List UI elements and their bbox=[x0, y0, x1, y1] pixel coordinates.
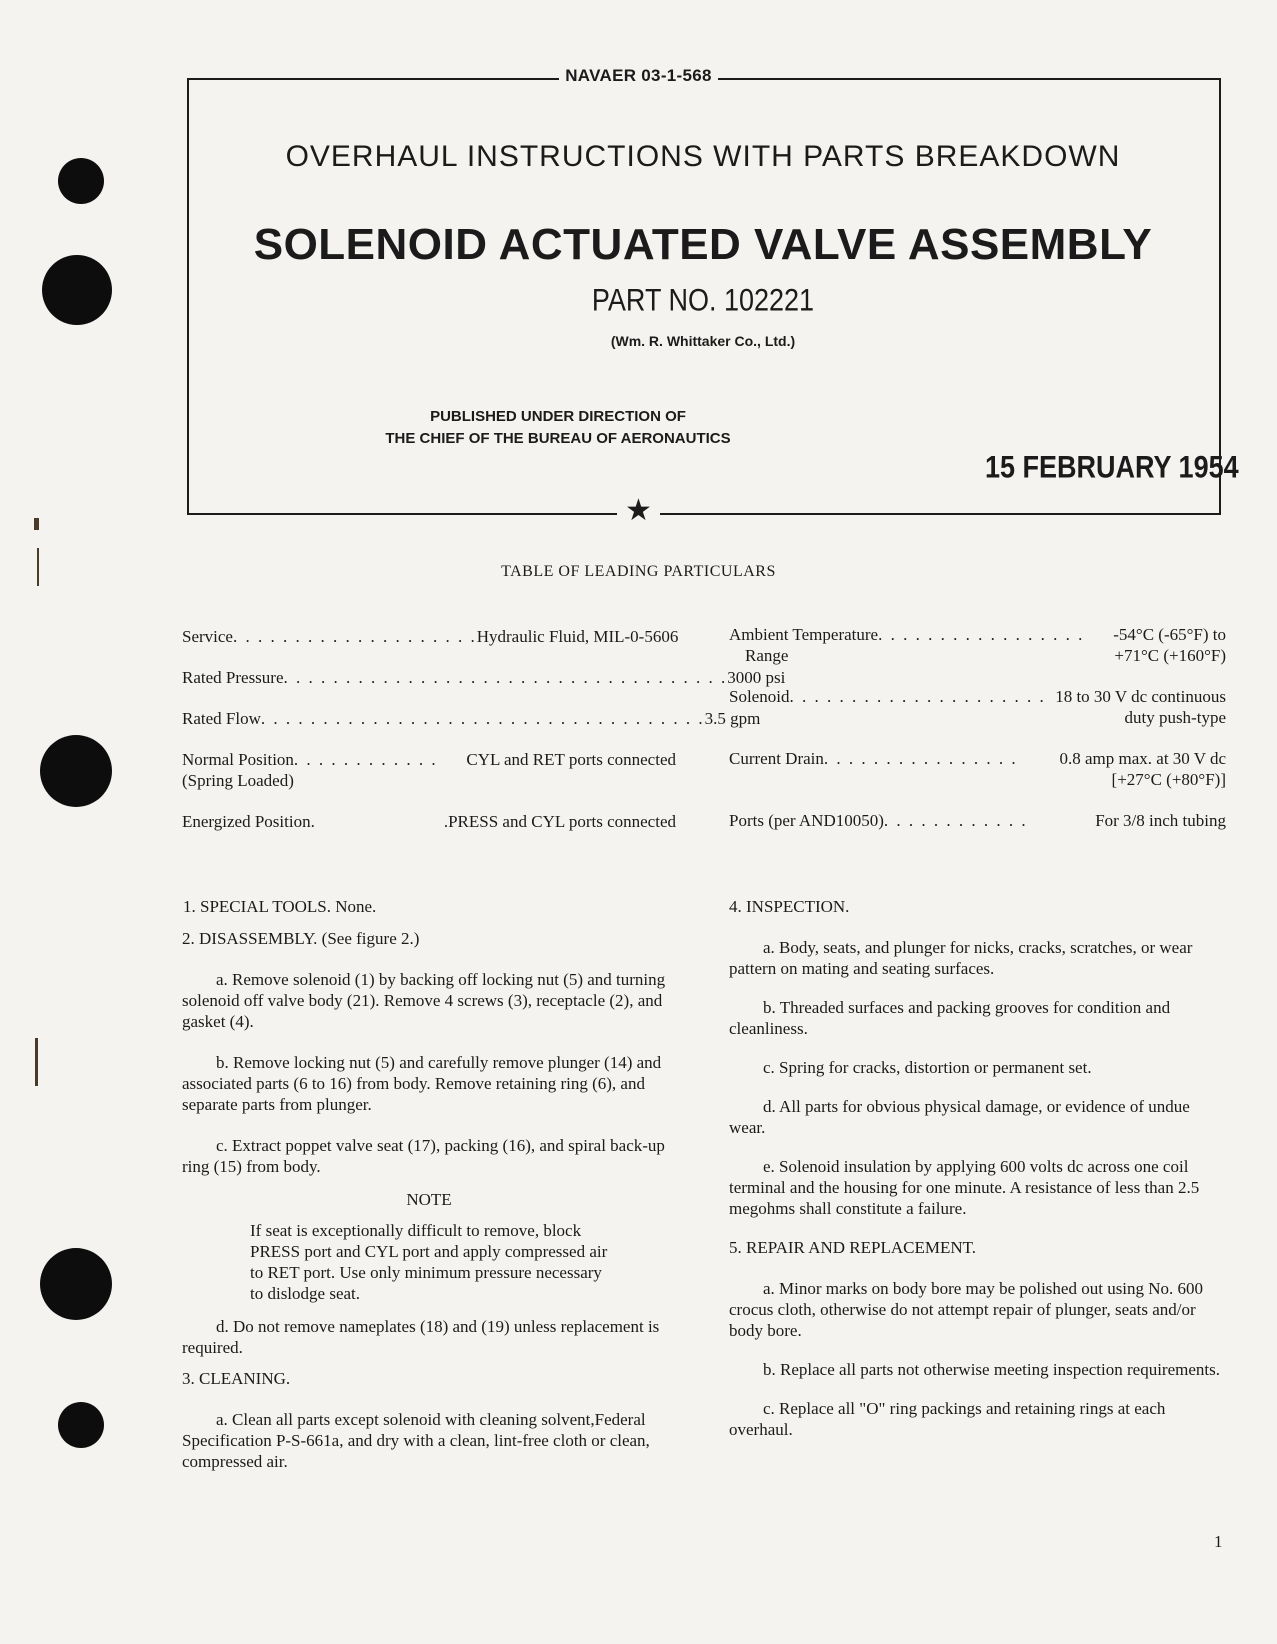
particular-rated-pressure: Rated Pressure . . . . . . . . . . . . . . . . . . . . . . . . . . . . . . . . . . . . 3000 psi bbox=[182, 668, 786, 687]
particular-label: Ambient Temperature bbox=[729, 625, 879, 644]
paragraph-4a: a. Body, seats, and plunger for nicks, cracks, scratches, or wear pattern on mating and seating surfaces. bbox=[729, 938, 1193, 978]
particular-label: Solenoid bbox=[729, 687, 790, 706]
publisher-line-2: THE CHIEF OF THE BUREAU OF AERONAUTICS bbox=[385, 430, 731, 447]
section-inspection: 4. INSPECTION. bbox=[729, 897, 850, 916]
body-left-column bbox=[182, 896, 676, 1472]
particular-solenoid: Solenoid . . . . . . . . . . . . . . . . . . . . . 18 to 30 V dc continuous duty push-type bbox=[729, 687, 1226, 727]
particular-value: 3000 psi bbox=[727, 668, 786, 687]
particular-ambient-temperature: Ambient Temperature . . . . . . . . . . . . . . . . . -54°C (-65°F) to Range +71°C (+160°F) bbox=[729, 625, 1226, 665]
particular-label: Current Drain bbox=[729, 749, 824, 768]
particular-value-cont: +71°C (+160°F) bbox=[1114, 646, 1226, 665]
paragraph-4b: b. Threaded surfaces and packing grooves for condition and cleanliness. bbox=[729, 998, 1171, 1038]
scan-mark bbox=[35, 1038, 38, 1086]
particular-value: 0.8 amp max. at 30 V dc bbox=[1059, 749, 1226, 768]
particular-label: Energized Position. bbox=[182, 812, 315, 831]
paragraph-5a: a. Minor marks on body bore may be polished out using No. 600 crocus cloth, otherwise do not attempt repair of plunger, seats and/or body bore. bbox=[729, 1279, 1204, 1340]
binder-hole-5 bbox=[58, 1402, 104, 1448]
particular-label: Rated Flow bbox=[182, 709, 261, 728]
part-number: PART NO. 102221 bbox=[591, 282, 815, 318]
paragraph-4e: e. Solenoid insulation by applying 600 volts dc across one coil terminal and the housing for one minute. A resistance of less than 2.5 megohms shall constitute a failure. bbox=[729, 1157, 1200, 1218]
particular-service: Service . . . . . . . . . . . . . . . . . . . . Hydraulic Fluid, MIL-0-5606 bbox=[182, 627, 679, 646]
paragraph-5b: b. Replace all parts not otherwise meeting inspection requirements. bbox=[763, 1360, 1220, 1379]
publication-date: 15 FEBRUARY 1954 bbox=[985, 449, 1239, 485]
particular-value: For 3/8 inch tubing bbox=[1095, 811, 1226, 830]
particular-ports: Ports (per AND10050) . . . . . . . . . . . . For 3/8 inch tubing bbox=[729, 811, 1226, 830]
binder-hole-3 bbox=[40, 735, 112, 807]
particular-value: CYL and RET ports connected bbox=[466, 750, 676, 769]
binder-hole-4 bbox=[40, 1248, 112, 1320]
particular-rated-flow: Rated Flow . . . . . . . . . . . . . . . . . . . . . . . . . . . . . . . . . . . . 3.5 gpm bbox=[182, 709, 761, 728]
note-text: If seat is exceptionally difficult to remove, block PRESS port and CYL port and apply compressed air to RET port. Use only minimum pressure necessary to dislodge seat. bbox=[250, 1221, 608, 1303]
binder-hole-1 bbox=[58, 158, 104, 204]
particular-label-cont: Range bbox=[745, 646, 789, 665]
particular-label: Service bbox=[182, 627, 233, 646]
particular-value: 18 to 30 V dc continuous bbox=[1055, 687, 1226, 706]
particular-label: Normal Position bbox=[182, 750, 294, 769]
paragraph-2d: d. Do not remove nameplates (18) and (19) unless replacement is required. bbox=[182, 1317, 660, 1357]
doc-overline: OVERHAUL INSTRUCTIONS WITH PARTS BREAKDOWN bbox=[285, 140, 1121, 173]
paragraph-4c: c. Spring for cracks, distortion or permanent set. bbox=[763, 1058, 1092, 1077]
star-icon: ★ bbox=[0, 496, 1277, 526]
particular-value-cont: duty push-type bbox=[1124, 708, 1226, 727]
section-repair-replacement: 5. REPAIR AND REPLACEMENT. bbox=[729, 1238, 976, 1257]
paragraph-5c: c. Replace all "O" ring packings and retaining rings at each overhaul. bbox=[729, 1399, 1166, 1439]
section-cleaning: 3. CLEANING. bbox=[182, 1369, 291, 1388]
manufacturer: (Wm. R. Whittaker Co., Ltd.) bbox=[610, 333, 796, 349]
particular-value: .PRESS and CYL ports connected bbox=[443, 812, 676, 831]
particular-value: -54°C (-65°F) to bbox=[1113, 625, 1226, 644]
paragraph-3a: a. Clean all parts except solenoid with cleaning solvent,Federal Specification P-S-661a, and dry with a clean, lint-free cloth or clean, compressed air. bbox=[182, 1410, 650, 1471]
particular-energized-position bbox=[182, 811, 676, 832]
publisher-line-1: PUBLISHED UNDER DIRECTION OF bbox=[430, 408, 686, 425]
note-heading: NOTE bbox=[406, 1190, 452, 1209]
doc-title: SOLENOID ACTUATED VALVE ASSEMBLY bbox=[253, 220, 1153, 269]
particular-value: Hydraulic Fluid, MIL-0-5606 bbox=[476, 627, 679, 646]
particular-label: Rated Pressure bbox=[182, 668, 284, 687]
paragraph-2a: a. Remove solenoid (1) by backing off locking nut (5) and turning solenoid off valve body (21). Remove 4 screws (3), receptacle (2), and gasket (4). bbox=[182, 970, 666, 1031]
particular-label: Ports (per AND10050) bbox=[729, 811, 884, 830]
section-disassembly: 2. DISASSEMBLY. (See figure 2.) bbox=[182, 929, 420, 948]
paragraph-2c: c. Extract poppet valve seat (17), packing (16), and spiral back-up ring (15) from body. bbox=[182, 1136, 665, 1176]
doc-number: NAVAER 03-1-568 bbox=[0, 66, 1277, 86]
section-special-tools: 1. SPECIAL TOOLS. None. bbox=[183, 897, 377, 916]
particular-normal-position: Normal Position . . . . . . . . . . . . CYL and RET ports connected (Spring Loaded) bbox=[182, 750, 676, 790]
leading-particulars-heading: TABLE OF LEADING PARTICULARS bbox=[501, 563, 776, 580]
particular-label-cont: (Spring Loaded) bbox=[182, 771, 294, 790]
particular-value: 3.5 gpm bbox=[704, 709, 761, 728]
paragraph-4d: d. All parts for obvious physical damage, or evidence of undue wear. bbox=[729, 1097, 1190, 1137]
particulars-right bbox=[729, 624, 1226, 831]
publisher bbox=[42, 406, 1074, 450]
binder-hole-2 bbox=[42, 255, 112, 325]
particular-current-drain: Current Drain . . . . . . . . . . . . . . . . 0.8 amp max. at 30 V dc [+27°C (+80°F)] bbox=[729, 749, 1226, 789]
particular-value-cont: [+27°C (+80°F)] bbox=[1111, 770, 1226, 789]
paragraph-2b: b. Remove locking nut (5) and carefully remove plunger (14) and associated parts (6 to 16) from body. Remove retaining ring (6), and separate parts from plunger. bbox=[182, 1053, 662, 1114]
body-right-column bbox=[729, 896, 1225, 1440]
page-number: 1 bbox=[1214, 1532, 1223, 1551]
